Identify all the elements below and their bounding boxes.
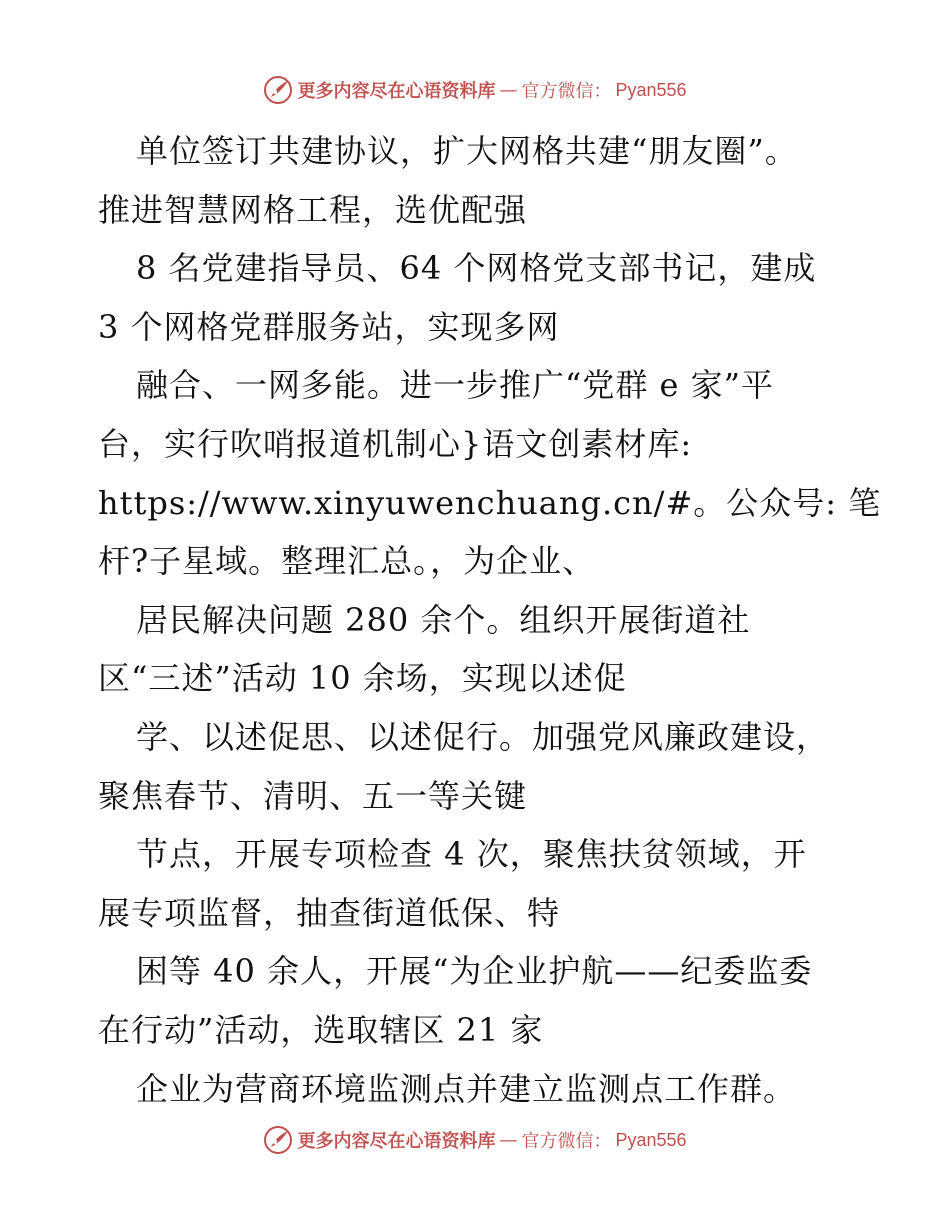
body-line: 节点，开展专项检查 4 次，聚焦扶贫领域，开 bbox=[136, 835, 807, 874]
body-line: 单位签订共建协议，扩大网格共建“朋友圈”。 bbox=[136, 132, 798, 170]
body-line: 学、以述促思、以述促行。加强党风廉政建设， bbox=[136, 717, 830, 756]
document-body bbox=[98, 122, 882, 1118]
watermark-text: 更多内容尽在心语资料库 bbox=[297, 1131, 496, 1152]
body-line: 展专项监督，抽查街道低保、特 bbox=[98, 893, 561, 932]
body-line: 3 个网格党群服务站，实现多网 bbox=[98, 307, 560, 346]
watermark-official-label: 官方微信： bbox=[521, 81, 612, 102]
footer-watermark bbox=[0, 1122, 950, 1158]
watermark-dash: — bbox=[499, 79, 518, 101]
watermark-official-label: 官方微信： bbox=[521, 1131, 612, 1152]
feather-pen-logo-icon bbox=[263, 75, 293, 105]
body-line: 聚焦春节、清明、五一等关键 bbox=[98, 776, 528, 815]
feather-pen-logo-icon bbox=[263, 1125, 293, 1155]
watermark-dash: — bbox=[499, 1129, 518, 1151]
body-line: 区“三述”活动 10 余场，实现以述促 bbox=[98, 659, 627, 698]
body-line: https://www.xinyuwenchuang.cn/#。公众号: 笔 bbox=[98, 483, 882, 522]
body-line: 推进智慧网格工程，选优配强 bbox=[98, 190, 528, 229]
body-line: 杆?子星域。整理汇总。，为企业、 bbox=[98, 542, 596, 581]
body-line: 台，实行吹哨报道机制心}语文创素材库: bbox=[98, 424, 693, 463]
body-line: 在行动”活动，选取辖区 21 家 bbox=[98, 1010, 544, 1049]
body-line: 8 名党建指导员、64 个网格党支部书记，建成 bbox=[136, 249, 817, 288]
header-watermark bbox=[0, 72, 950, 108]
body-line: 居民解决问题 280 余个。组织开展街道社 bbox=[136, 600, 751, 639]
watermark-wechat-id: Pyan556 bbox=[615, 1129, 687, 1150]
watermark-text: 更多内容尽在心语资料库 bbox=[297, 81, 496, 102]
body-line: 企业为营商环境监测点并建立监测点工作群。 bbox=[136, 1069, 797, 1108]
body-line: 融合、一网多能。进一步推广“党群 e 家”平 bbox=[136, 366, 775, 405]
watermark-wechat-id: Pyan556 bbox=[615, 79, 687, 100]
body-line: 困等 40 余人，开展“为企业护航——纪委监委 bbox=[136, 952, 813, 991]
